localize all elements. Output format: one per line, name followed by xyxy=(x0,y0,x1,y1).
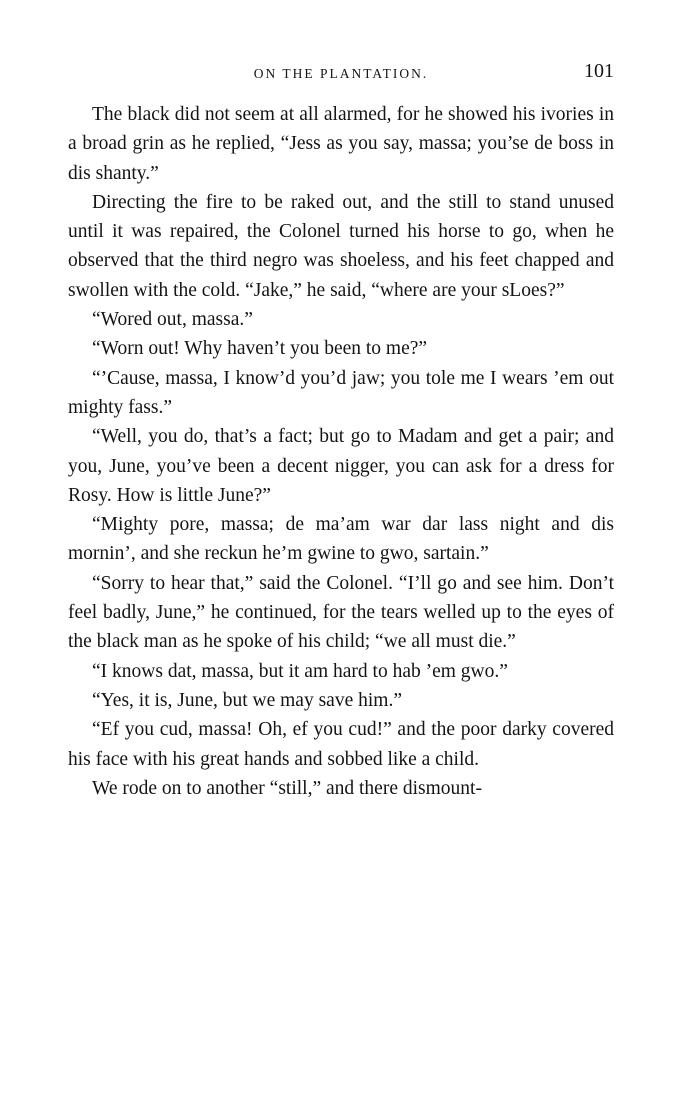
paragraph: “Ef you cud, massa! Oh, ef you cud!” and the poor darky covered his face with his great hands and sobbed like a child. xyxy=(68,719,614,770)
paragraph: “Worn out! Why haven’t you been to me?” xyxy=(92,338,428,360)
paragraph: We rode on to another “still,” and there dismount- xyxy=(92,777,482,799)
paragraph: “’Cause, massa, I know’d you’d jaw; you tole me I wears ’em out mighty fass.” xyxy=(68,367,614,418)
paragraph: “Mighty pore, massa; de ma’am war dar lass night and dis mornin’, and she reckun he’m gwine to gwo, sartain.” xyxy=(68,514,614,565)
paragraph: Directing the fire to be raked out, and the still to stand unused until it was repaired, the Colonel turned his horse to go, when he observed that the third negro was shoeless, and his feet chapped and swollen with the cold. “Jake,” he said, “where are your sLoes?” xyxy=(68,191,614,301)
paragraph: “Wored out, massa.” xyxy=(92,309,253,331)
page-header xyxy=(68,58,614,88)
paragraph: “Yes, it is, June, but we may save him.” xyxy=(92,689,402,711)
running-head: ON THE PLANTATION. xyxy=(253,66,429,81)
page-number: 101 xyxy=(584,60,614,82)
body-text xyxy=(68,100,614,803)
paragraph: “Sorry to hear that,” said the Colonel. “I’ll go and see him. Don’t feel badly, June,” he continued, for the tears welled up to the eyes of the black man as he spoke of his child; “we all must die.” xyxy=(68,572,614,653)
book-page xyxy=(68,58,614,803)
paragraph: The black did not seem at all alarmed, for he showed his ivories in a broad grin as he replied, “Jess as you say, massa; you’se de boss in dis shanty.” xyxy=(68,104,614,184)
paragraph: “I knows dat, massa, but it am hard to hab ’em gwo.” xyxy=(92,660,508,682)
paragraph: “Well, you do, that’s a fact; but go to Madam and get a pair; and you, June, you’ve been a decent nigger, you can ask for a dress for Rosy. How is little June?” xyxy=(68,426,614,506)
